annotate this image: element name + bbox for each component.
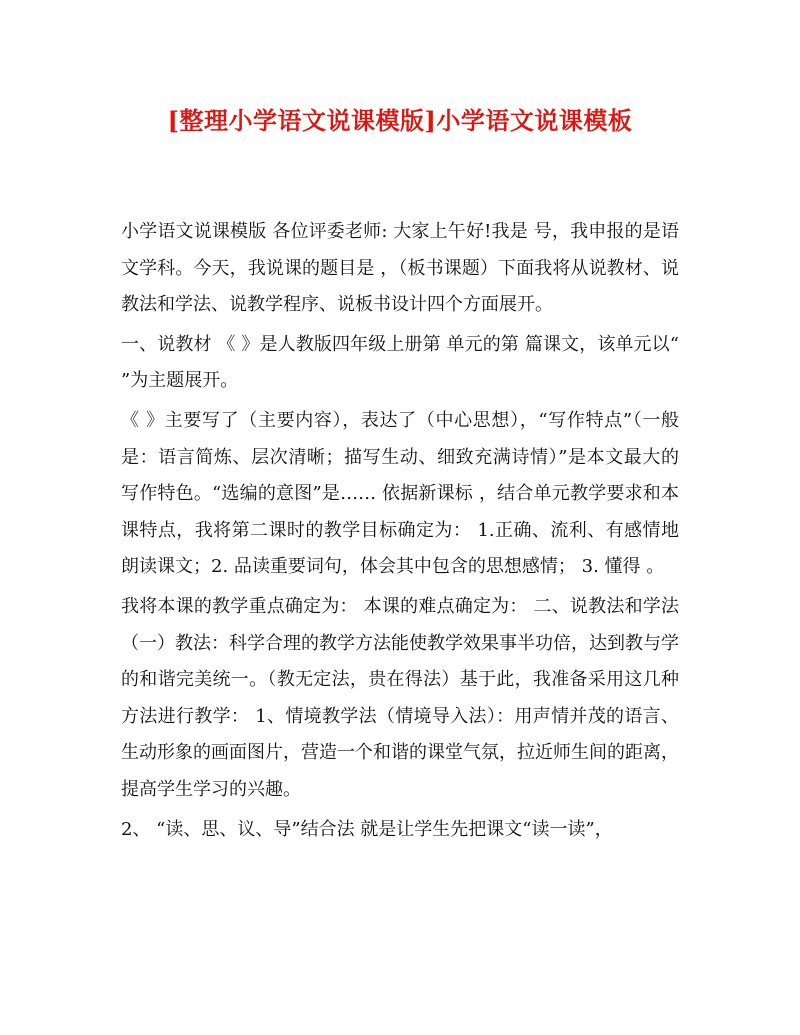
paragraph-teaching-methods: 我将本课的教学重点确定为： 本课的难点确定为： 二、说教法和学法 （一）教法：科学合理的教学方法能使教学效果事半功倍，达到教与学的和谐完美统一。（教无定法，贵在得法）基于此，我准备采用这几种方法进行教学： 1、情境教学法（情境导入法）：用声情并茂的语言、生动形象的画面图片，营造一个和谐的课堂气氛，拉近师生间的距离，提高学生学习的兴趣。 [121, 595, 679, 800]
document-title: [整理小学语文说课模版]小学语文说课模板 [167, 106, 633, 135]
paragraph-textbook: 一、说教材 《 》是人教版四年级上册第 单元的第 篇课文，该单元以“ ”为主题展开。 [121, 333, 679, 392]
document-body [121, 214, 679, 848]
paragraph-content-summary: 《 》主要写了（主要内容），表达了（中心思想），“写作特点”（一般是：语言简炼、层次清晰；描写生动、细致充满诗情）”是本文最大的写作特色。“选编的意图”是…… 依据新课标 ，结合单元教学要求和本课特点，我将第二课时的教学目标确定为： 1.正确、流利、有感情地朗读课文；2. 品读重要词句，体会其中包含的思想感情； 3. 懂得 。 [121, 409, 679, 578]
paragraph-reading-method: 2、 “读、思、议、导”结合法 就是让学生先把课文“读一读”， [121, 818, 613, 840]
paragraph-intro: 小学语文说课模版 各位评委老师: 大家上午好!我是 号，我申报的是语文学科。今天，我说课的题目是 ，（板书课题）下面我将从说教材、说教法和学法、说教学程序、说板书设计四个方面展开。 [121, 221, 679, 316]
